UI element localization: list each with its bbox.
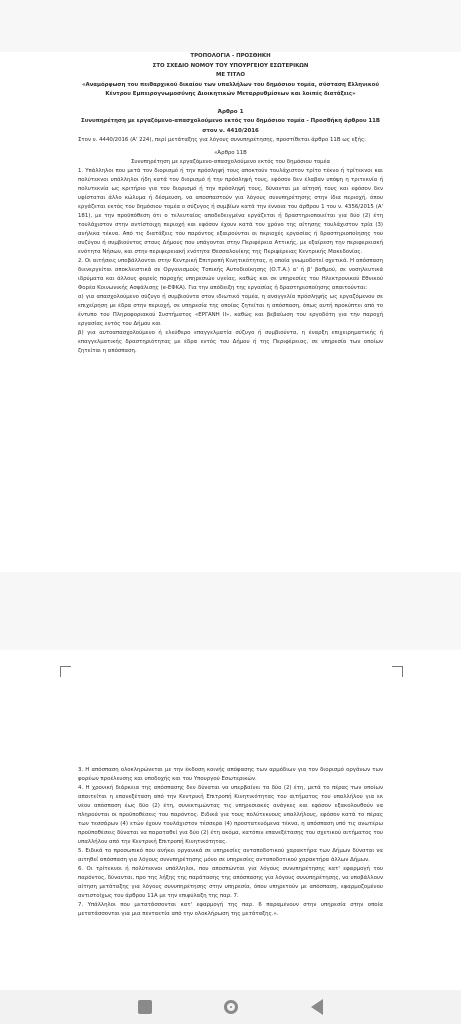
crop-mark-right: [392, 666, 403, 677]
document-page-2: [0, 650, 461, 990]
amendment-title: ΤΡΟΠΟΛΟΓΙΑ - ΠΡΟΣΘΗΚΗ: [190, 53, 271, 59]
crop-mark-left: [60, 666, 71, 677]
paragraph-6: 6. Οι τρίτεκνοι ή πολύτεκνοι υπάλληλοι, που αποσπώνται για λόγους συνυπηρέτησης κατ' εφαρμογή του παρόντος, δύνανται, προ της λήξης της παράτασης της απόσπασης για λόγους συνυπηρέτησης, να υποβάλλουν αίτηση μετάταξης για λόγους συνυπηρέτησης στην υπηρεσία, όπου υπηρετούν με απόσπαση, εφαρμοζομένου αντιστοίχως του άρθρου 11Α με την επιφύλαξη της παρ. 7.: [78, 866, 383, 899]
article-title: Άρθρο 1: [217, 108, 244, 115]
circle-home-icon: [224, 1000, 238, 1014]
paragraph-2b: β) για αυτοαπασχολούμενο ή ελεύθερο επαγγελματία σύζυγο ή συμβιούντα, η έναρξη επιχειρηματικής ή επαγγελματικής δραστηριότητας με έδρα εντός του Δήμου ή της Περιφέρειας, σε υπηρεσία των οποίων ζητείται η απόσπαση.: [78, 330, 383, 354]
quoted-article-subtitle: Συνυπηρέτηση με εργαζόμενο-απασχολούμενο εκτός του δημόσιου τομέα: [130, 159, 331, 165]
back-button[interactable]: [305, 995, 329, 1019]
bill-subject: «Αναμόρφωση του πειθαρχικού δικαίου των υπαλλήλων του δημόσιου τομέα, σύσταση Ελληνικού Κέντρου Εμπειρογνωμοσύνης Διοικητικών Μεταρρυθμίσεων και λοιπές διατάξεις»: [81, 81, 380, 97]
paragraph-2: 2. Οι αιτήσεις υποβάλλονται στην Κεντρική Επιτροπή Κινητικότητας, η οποία γνωμοδοτεί σχετικά. Η απόσπαση διενεργείται αποκλειστικά σε Οργανισμούς Τοπικής Αυτοδιοίκησης (Ο.Τ.Α.) α' ή β' βαθμού, σε νοσηλευτικά ιδρύματα και άλλους φορείς παροχής υπηρεσιών υγείας, καθώς και σε υπηρεσίες του Ηλεκτρονικού Εθνικού Φορέα Κοινωνικής Ασφάλισης (e-ΕΦΚΑ). Για την απόδειξη της εργασίας ή δραστηριοποίησης απαιτούνται:: [78, 258, 383, 291]
paragraph-7: 7. Υπάλληλοι που μετατάσσονται κατ' εφαρμογή της παρ. 6 παραμένουν στην υπηρεσία στην οποία μετατάσσονται για μια πενταετία από την ολοκλήρωση της μετάταξης.».: [78, 902, 383, 917]
article-intro: Στον ν. 4440/2016 (Α' 224), περί μετάταξης για λόγους συνυπηρέτησης, προστίθεται άρθρο 11Β ως εξής:: [78, 137, 366, 143]
page-1-content: [78, 52, 383, 356]
home-button[interactable]: [219, 995, 243, 1019]
title-label: ΜΕ ΤΙΤΛΟ: [215, 72, 246, 78]
paragraph-1: 1. Υπάλληλοι που μετά τον διορισμό ή την πρόσληψή τους αποκτούν τουλάχιστον τρίτο τέκνο ή τρίτεκνοι και πολύτεκνοι υπάλληλοι ήδη κατά τον διορισμό ή την πρόσληψή τους, εφόσον δεν έλαβαν υπόψη η τριτεκνία ή πολυτεκνία ως κριτήριο για τον διορισμό ή την πρόσληψή τους, δύνανται με αίτησή τους και εφόσον δεν υφίσταται άλλο κώλυμα ή δέσμευση, να αποσπαστούν για λόγους συνυπηρέτησης στην ίδια περιοχή, όπου εργάζεται εκτός του δημόσιου τομέα ο σύζυγος ή συμβίων κατά την έννοια του άρθρου 1 του ν. 4356/2015 (Α' 181), με την προϋπόθεση ότι ο τελευταίος αποδεδειγμένα εργάζεται ή δραστηριοποιείται για δύο (2) έτη τουλάχιστον στην αντίστοιχη περιοχή και εφόσον έχουν κατά τον χρόνο της αίτησης τουλάχιστον τρία (3) ανήλικα τέκνα. Από τις διατάξεις του παρόντος εξαιρούνται οι περιοχές εργασίας ή δραστηριοποίησης του συζύγου ή συμβιούντος στους Δήμους που υπάγονται στην Περιφέρεια Αττικής, με εξαίρεση την περιφερειακή ενότητα Νήσων, και στην περιφερειακή ενότητα Θεσσαλονίκης της Περιφέρειας Κεντρικής Μακεδονίας.: [78, 168, 383, 255]
paragraph-2a: α) για απασχολούμενο σύζυγο ή συμβιούντα στον ιδιωτικό τομέα, η αναγγελία πρόσληψής ως εργαζόμενου σε επιχείρηση με έδρα στην περιοχή, σε υπηρεσία της οποίας ζητείται η απόσπαση, όπως αυτή προκύπτει από το έντυπο του Πληροφοριακού Συστήματος «ΕΡΓΑΝΗ ΙΙ», καθώς και βεβαίωση του εργοδότη για την παροχή εργασίας εντός του Δήμου και: [78, 294, 383, 327]
square-icon: [138, 1000, 152, 1014]
recent-apps-button[interactable]: [133, 995, 157, 1019]
quoted-article-title: «Άρθρο 11Β: [214, 150, 247, 156]
paragraph-4: 4. Η χρονική διάρκεια της απόσπασης δεν δύναται να υπερβαίνει τα δύο (2) έτη, μετά το πέρας των οποίων απαιτείται η επανεξέταση από την Κεντρική Επιτροπή Κινητικότητας του αιτήματος του υπαλλήλου για εκ νέου απόσπαση έως δύο (2) έτη, συνεκτιμώντας τις υπηρεσιακές ανάγκες και εφόσον εξακολουθούν να πληρούνται οι προϋποθέσεις του παρόντος. Ειδικά για τους πολύτεκνους υπαλλήλους, εφόσον κατά το πέρας των τεσσάρων (4) ετών έχουν τουλάχιστον τέσσερα (4) προστατευόμενα τέκνα, η απόσπαση υπό τις ανωτέρω προϋποθέσεις δύναται να παραταθεί για δύο (2) έτη ακόμα, κατόπιν επανεξέτασης του σχετικού αιτήματος του υπαλλήλου από την Κεντρική Επιτροπή Κινητικότητας.: [78, 785, 383, 845]
paragraph-3: 3. Η απόσπαση ολοκληρώνεται με την έκδοση κοινής απόφασης των αρμόδιων για τον διορισμό οργάνων των φορέων προέλευσης και υποδοχής και του Υπουργού Εσωτερικών.: [78, 767, 383, 782]
page-2-content: [78, 766, 383, 919]
article-subtitle: Συνυπηρέτηση με εργαζόμενο-απασχολούμενο εκτός του δημόσιου τομέα - Προσθήκη άρθρου 11Β στον ν. 4410/2016: [81, 118, 380, 134]
document-page-1: [0, 52, 461, 572]
system-navigation-bar: [0, 990, 461, 1024]
triangle-back-icon: [311, 999, 323, 1015]
bill-title: ΣΤΟ ΣΧΕΔΙΟ ΝΟΜΟΥ ΤΟΥ ΥΠΟΥΡΓΕΙΟΥ ΕΣΩΤΕΡΙΚΩΝ: [152, 62, 309, 69]
paragraph-5: 5. Ειδικά το προσωπικό που ανήκει οργανικά σε υπηρεσίες ανταποδοτικού χαρακτήρα των Δήμων δύναται να αιτηθεί απόσπαση για λόγους συνυπηρέτησης μόνο σε υπηρεσίες ανταποδοτικού χαρακτήρα άλλων Δήμων.: [78, 848, 383, 863]
